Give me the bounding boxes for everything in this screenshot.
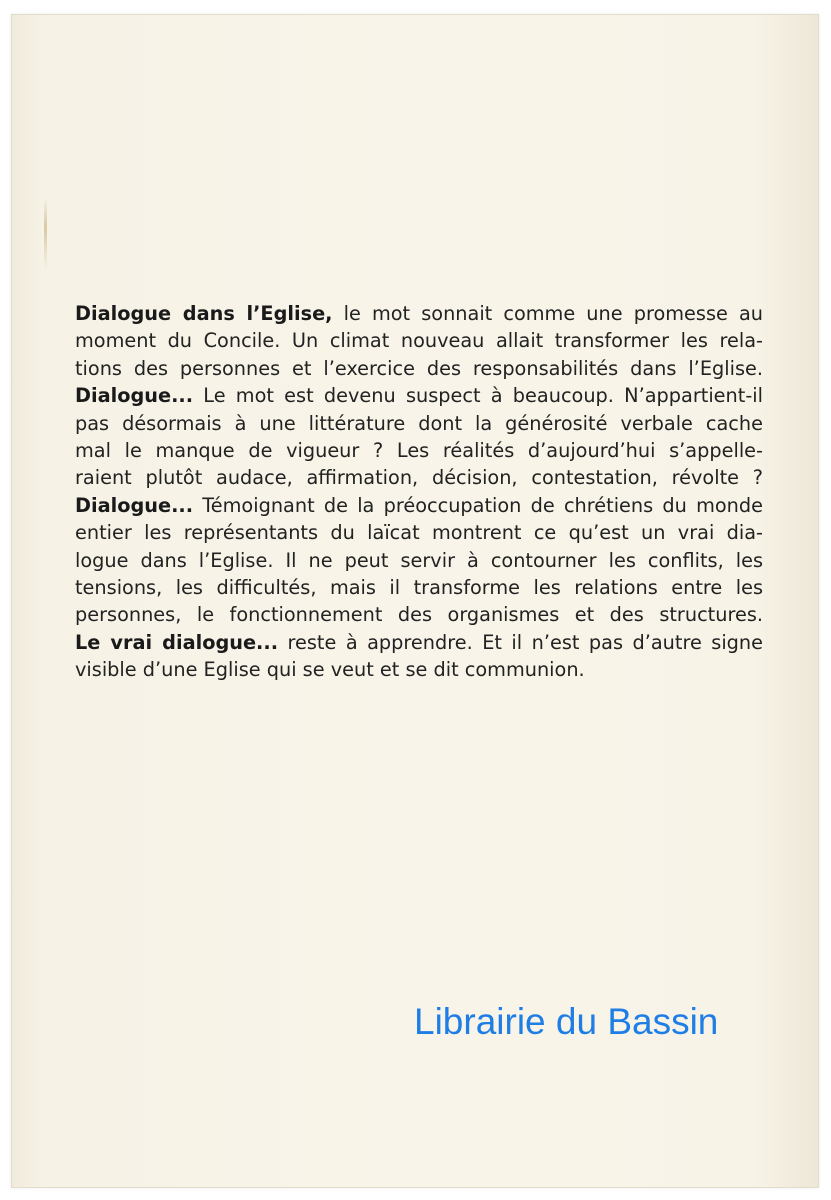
blurb-line [75, 519, 763, 546]
blurb-text: mal le manque de vigueur ? Les réalités d’aujourd’hui s’appelle- [75, 439, 763, 463]
blurb-lead-bold: Dialogue... [75, 384, 194, 408]
blurb-line [75, 601, 763, 628]
blurb-line [75, 437, 763, 464]
blurb-line [75, 327, 763, 354]
blurb-line [75, 300, 763, 327]
blurb-text: le mot sonnait comme une promesse au [332, 302, 764, 325]
blurb-text: reste à apprendre. Et il n’est pas d’autre signe [278, 630, 764, 654]
blurb-text: pas désormais à une littérature dont la générosité verbale cache [75, 411, 763, 435]
blurb-text: moment du Concile. Un climat nouveau allait transformer les rela- [75, 329, 763, 353]
blurb-line [75, 464, 763, 491]
blurb-text: personnes, le fonctionnement des organismes et des structures. [75, 603, 763, 627]
blurb-text: Le mot est devenu suspect à beaucoup. N’appartient-il [193, 384, 763, 408]
blurb-text: tions des personnes et l’exercice des responsabilités dans l’Eglise. [75, 356, 763, 380]
blurb-text: Témoignant de la préoccupation de chrétiens du monde [193, 493, 763, 517]
blurb-text: visible d’une Eglise qui se veut et se dit communion. [75, 658, 585, 682]
bookseller-watermark: Librairie du Bassin [414, 1001, 719, 1042]
blurb-line [75, 547, 763, 574]
blurb-line [75, 355, 763, 382]
blurb-lead-bold: Dialogue dans l’Eglise, [75, 302, 333, 325]
blurb-line [75, 492, 763, 519]
blurb-line [75, 382, 763, 409]
blurb-lead-bold: Dialogue... [75, 493, 194, 517]
blurb-lead-bold: Le vrai dialogue... [75, 630, 279, 654]
cover-crease-mark [44, 198, 47, 270]
blurb-line [75, 574, 763, 601]
back-cover-blurb [75, 300, 763, 684]
blurb-text: logue dans l’Eglise. Il ne peut servir à contourner les conflits, les [75, 548, 763, 572]
blurb-text: entier les représentants du laïcat montrent ce qu’est un vrai dia- [75, 521, 763, 545]
blurb-text: raient plutôt audace, affirmation, décision, contestation, révolte ? [75, 466, 763, 490]
blurb-line [75, 629, 763, 656]
blurb-text: tensions, les difficultés, mais il transforme les relations entre les [75, 576, 763, 600]
blurb-line [75, 656, 763, 683]
blurb-line [75, 410, 763, 437]
